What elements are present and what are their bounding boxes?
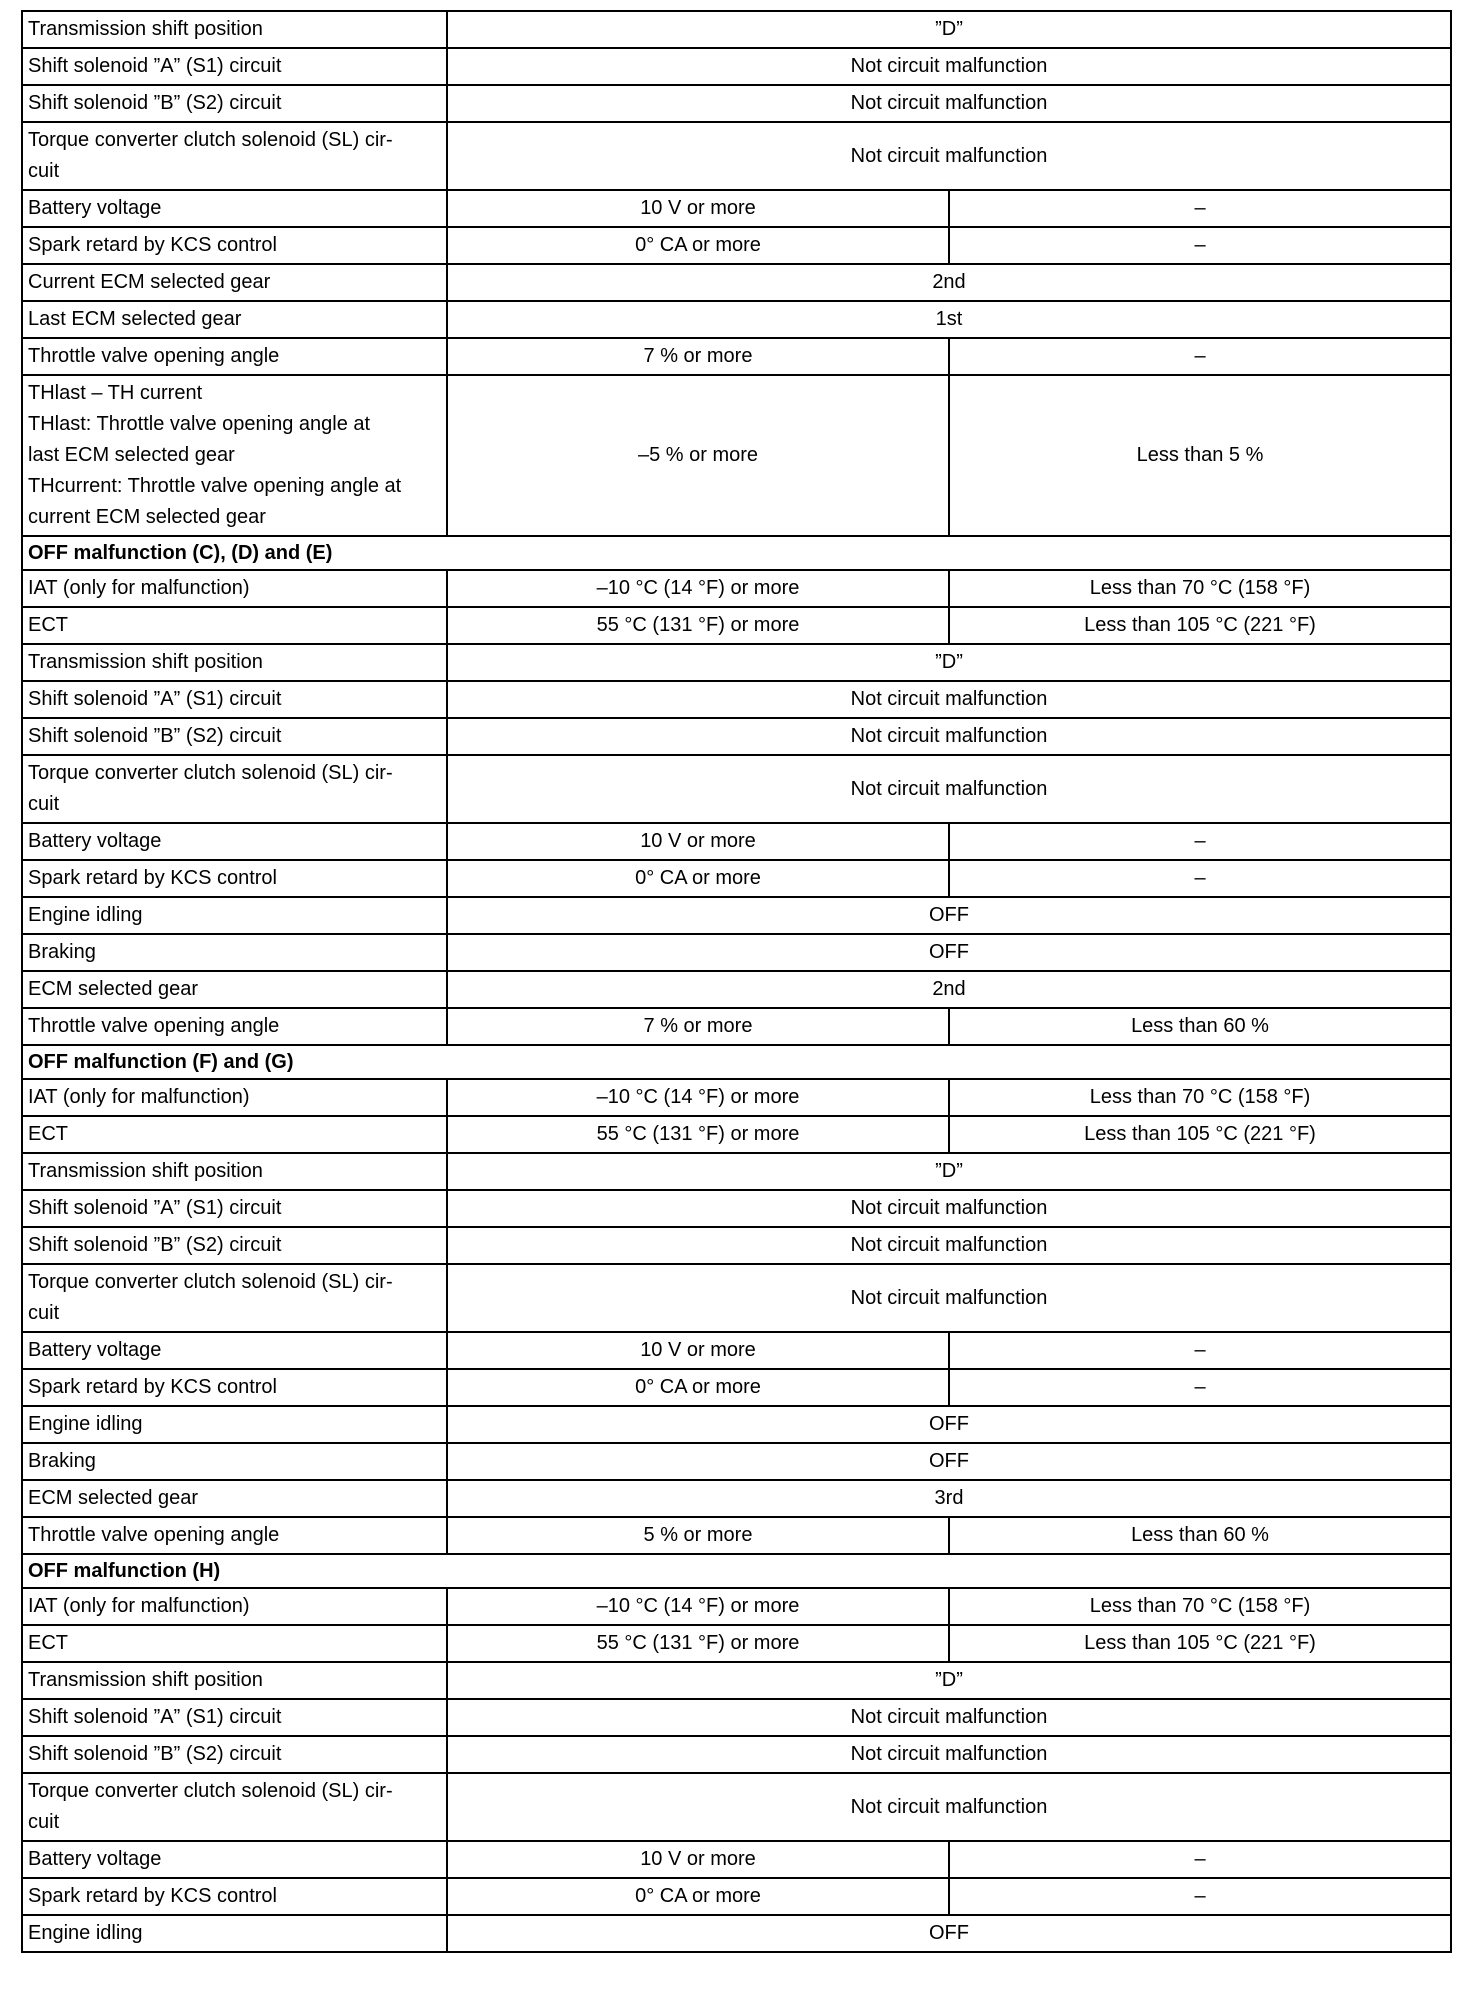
- section-header-row: [22, 1045, 1451, 1079]
- table-row: [22, 644, 1451, 681]
- table-row: [22, 375, 1451, 536]
- table-row: [22, 227, 1451, 264]
- table-row: [22, 301, 1451, 338]
- condition-label: Spark retard by KCS control: [22, 860, 447, 897]
- table-row: [22, 338, 1451, 375]
- condition-value: Not circuit malfunction: [447, 755, 1451, 823]
- condition-label: IAT (only for malfunction): [22, 1079, 447, 1116]
- condition-label: Shift solenoid ”B” (S2) circuit: [22, 85, 447, 122]
- section-title: OFF malfunction (F) and (G): [22, 1045, 1451, 1079]
- condition-label: Spark retard by KCS control: [22, 1878, 447, 1915]
- conditions-table-body: [22, 11, 1451, 1952]
- condition-value: OFF: [447, 1406, 1451, 1443]
- table-row: [22, 1625, 1451, 1662]
- table-row: [22, 1227, 1451, 1264]
- table-row: [22, 718, 1451, 755]
- condition-label: Spark retard by KCS control: [22, 227, 447, 264]
- condition-value: Not circuit malfunction: [447, 1736, 1451, 1773]
- condition-value: ”D”: [447, 644, 1451, 681]
- table-row: [22, 1369, 1451, 1406]
- condition-max-value: Less than 105 °C (221 °F): [949, 607, 1451, 644]
- condition-value: Not circuit malfunction: [447, 1227, 1451, 1264]
- condition-label: Torque converter clutch solenoid (SL) cir- cuit: [22, 122, 447, 190]
- table-row: [22, 897, 1451, 934]
- table-row: [22, 860, 1451, 897]
- table-row: [22, 823, 1451, 860]
- condition-min-value: 55 °C (131 °F) or more: [447, 607, 949, 644]
- condition-max-value: –: [949, 823, 1451, 860]
- condition-label: Shift solenoid ”A” (S1) circuit: [22, 48, 447, 85]
- condition-min-value: 0° CA or more: [447, 860, 949, 897]
- condition-max-value: Less than 60 %: [949, 1008, 1451, 1045]
- table-row: [22, 1662, 1451, 1699]
- condition-max-value: Less than 60 %: [949, 1517, 1451, 1554]
- condition-max-value: –: [949, 338, 1451, 375]
- section-title: OFF malfunction (H): [22, 1554, 1451, 1588]
- table-row: [22, 1264, 1451, 1332]
- condition-min-value: 10 V or more: [447, 190, 949, 227]
- table-row: [22, 934, 1451, 971]
- condition-min-value: 55 °C (131 °F) or more: [447, 1116, 949, 1153]
- condition-label: Battery voltage: [22, 1332, 447, 1369]
- condition-label: Torque converter clutch solenoid (SL) cir- cuit: [22, 1264, 447, 1332]
- table-row: [22, 1190, 1451, 1227]
- table-row: [22, 122, 1451, 190]
- condition-value: 1st: [447, 301, 1451, 338]
- condition-max-value: Less than 105 °C (221 °F): [949, 1625, 1451, 1662]
- table-row: [22, 1588, 1451, 1625]
- table-row: [22, 607, 1451, 644]
- condition-label: ECT: [22, 1116, 447, 1153]
- table-row: [22, 971, 1451, 1008]
- condition-value: ”D”: [447, 11, 1451, 48]
- condition-value: 3rd: [447, 1480, 1451, 1517]
- table-row: [22, 1878, 1451, 1915]
- condition-label: IAT (only for malfunction): [22, 1588, 447, 1625]
- condition-value: Not circuit malfunction: [447, 1264, 1451, 1332]
- condition-label: Engine idling: [22, 1406, 447, 1443]
- table-row: [22, 1079, 1451, 1116]
- condition-value: Not circuit malfunction: [447, 1773, 1451, 1841]
- condition-label: Shift solenoid ”B” (S2) circuit: [22, 1227, 447, 1264]
- condition-max-value: –: [949, 1878, 1451, 1915]
- condition-min-value: 0° CA or more: [447, 227, 949, 264]
- condition-label: Engine idling: [22, 897, 447, 934]
- table-row: [22, 190, 1451, 227]
- condition-label: Transmission shift position: [22, 644, 447, 681]
- condition-label: ECT: [22, 1625, 447, 1662]
- condition-value: Not circuit malfunction: [447, 122, 1451, 190]
- section-title: OFF malfunction (C), (D) and (E): [22, 536, 1451, 570]
- condition-max-value: Less than 70 °C (158 °F): [949, 570, 1451, 607]
- table-row: [22, 1841, 1451, 1878]
- condition-min-value: 10 V or more: [447, 823, 949, 860]
- condition-value: Not circuit malfunction: [447, 1190, 1451, 1227]
- condition-max-value: Less than 105 °C (221 °F): [949, 1116, 1451, 1153]
- condition-label: Throttle valve opening angle: [22, 1517, 447, 1554]
- table-row: [22, 1406, 1451, 1443]
- condition-label: Braking: [22, 1443, 447, 1480]
- table-row: [22, 1773, 1451, 1841]
- condition-max-value: Less than 70 °C (158 °F): [949, 1588, 1451, 1625]
- condition-value: Not circuit malfunction: [447, 681, 1451, 718]
- condition-label: ECM selected gear: [22, 971, 447, 1008]
- condition-label: Torque converter clutch solenoid (SL) cir- cuit: [22, 755, 447, 823]
- table-row: [22, 85, 1451, 122]
- condition-value: Not circuit malfunction: [447, 85, 1451, 122]
- condition-max-value: –: [949, 227, 1451, 264]
- condition-label: Shift solenoid ”B” (S2) circuit: [22, 1736, 447, 1773]
- condition-value: Not circuit malfunction: [447, 1699, 1451, 1736]
- condition-label: Torque converter clutch solenoid (SL) cir- cuit: [22, 1773, 447, 1841]
- condition-min-value: 5 % or more: [447, 1517, 949, 1554]
- table-row: [22, 1517, 1451, 1554]
- table-row: [22, 11, 1451, 48]
- table-row: [22, 681, 1451, 718]
- condition-max-value: –: [949, 1841, 1451, 1878]
- condition-value: ”D”: [447, 1153, 1451, 1190]
- condition-max-value: Less than 5 %: [949, 375, 1451, 536]
- condition-max-value: –: [949, 190, 1451, 227]
- table-row: [22, 1116, 1451, 1153]
- condition-label: Battery voltage: [22, 1841, 447, 1878]
- condition-value: OFF: [447, 934, 1451, 971]
- condition-label: Spark retard by KCS control: [22, 1369, 447, 1406]
- condition-label: Transmission shift position: [22, 1153, 447, 1190]
- condition-label: Braking: [22, 934, 447, 971]
- condition-min-value: 7 % or more: [447, 1008, 949, 1045]
- condition-min-value: 10 V or more: [447, 1332, 949, 1369]
- condition-label: Transmission shift position: [22, 11, 447, 48]
- condition-label: IAT (only for malfunction): [22, 570, 447, 607]
- table-row: [22, 264, 1451, 301]
- condition-value: 2nd: [447, 971, 1451, 1008]
- condition-label: THlast – TH current THlast: Throttle valve opening angle at last ECM selected gear THcurrent: Throttle valve opening angle at current ECM selected gear: [22, 375, 447, 536]
- table-row: [22, 48, 1451, 85]
- condition-value: ”D”: [447, 1662, 1451, 1699]
- condition-value: OFF: [447, 1443, 1451, 1480]
- table-row: [22, 1736, 1451, 1773]
- condition-label: Shift solenoid ”B” (S2) circuit: [22, 718, 447, 755]
- table-row: [22, 1699, 1451, 1736]
- condition-min-value: 7 % or more: [447, 338, 949, 375]
- section-header-row: [22, 1554, 1451, 1588]
- condition-value: Not circuit malfunction: [447, 48, 1451, 85]
- condition-max-value: Less than 70 °C (158 °F): [949, 1079, 1451, 1116]
- condition-label: ECM selected gear: [22, 1480, 447, 1517]
- table-row: [22, 1008, 1451, 1045]
- condition-label: Engine idling: [22, 1915, 447, 1952]
- condition-min-value: 10 V or more: [447, 1841, 949, 1878]
- conditions-table: [21, 10, 1452, 1953]
- condition-label: Current ECM selected gear: [22, 264, 447, 301]
- table-row: [22, 755, 1451, 823]
- condition-min-value: 0° CA or more: [447, 1369, 949, 1406]
- condition-value: Not circuit malfunction: [447, 718, 1451, 755]
- table-row: [22, 570, 1451, 607]
- condition-label: Throttle valve opening angle: [22, 338, 447, 375]
- condition-label: Transmission shift position: [22, 1662, 447, 1699]
- condition-min-value: 55 °C (131 °F) or more: [447, 1625, 949, 1662]
- condition-label: ECT: [22, 607, 447, 644]
- table-row: [22, 1443, 1451, 1480]
- condition-min-value: –10 °C (14 °F) or more: [447, 570, 949, 607]
- condition-label: Shift solenoid ”A” (S1) circuit: [22, 681, 447, 718]
- condition-value: 2nd: [447, 264, 1451, 301]
- condition-min-value: –10 °C (14 °F) or more: [447, 1079, 949, 1116]
- condition-max-value: –: [949, 1369, 1451, 1406]
- condition-label: Battery voltage: [22, 823, 447, 860]
- condition-max-value: –: [949, 860, 1451, 897]
- condition-value: OFF: [447, 897, 1451, 934]
- condition-label: Last ECM selected gear: [22, 301, 447, 338]
- condition-min-value: –10 °C (14 °F) or more: [447, 1588, 949, 1625]
- condition-label: Shift solenoid ”A” (S1) circuit: [22, 1699, 447, 1736]
- condition-label: Shift solenoid ”A” (S1) circuit: [22, 1190, 447, 1227]
- condition-max-value: –: [949, 1332, 1451, 1369]
- condition-value: OFF: [447, 1915, 1451, 1952]
- condition-min-value: –5 % or more: [447, 375, 949, 536]
- table-row: [22, 1480, 1451, 1517]
- condition-label: Throttle valve opening angle: [22, 1008, 447, 1045]
- condition-label: Battery voltage: [22, 190, 447, 227]
- section-header-row: [22, 536, 1451, 570]
- table-row: [22, 1153, 1451, 1190]
- table-row: [22, 1915, 1451, 1952]
- table-row: [22, 1332, 1451, 1369]
- condition-min-value: 0° CA or more: [447, 1878, 949, 1915]
